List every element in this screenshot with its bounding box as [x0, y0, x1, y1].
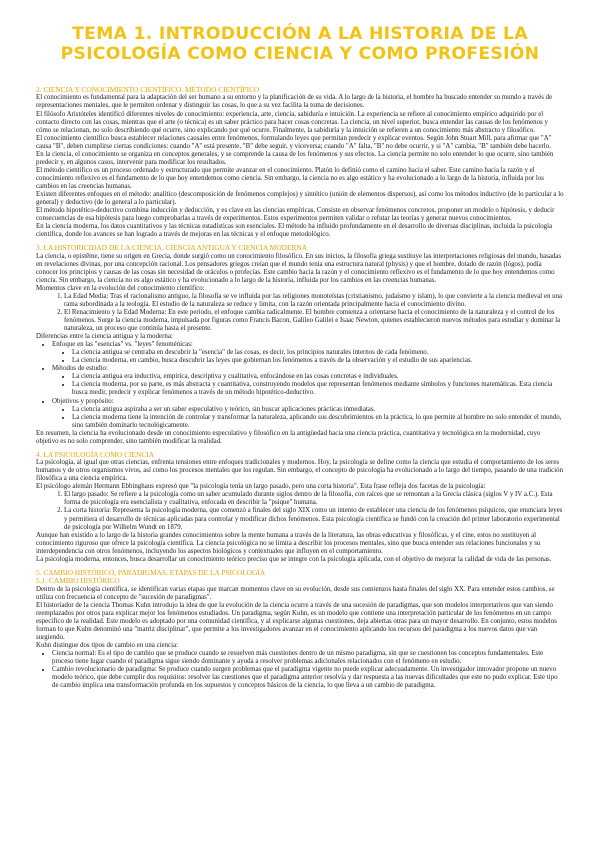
list-item: 1. La Edad Media: Tras el racionalismo antiguo, la filosofía se ve influida por las religiones monoteístas (cristianismo, judaísmo y islam), lo que convierte a la ciencia medieval en una rama subordinada a la teología. El estudio de la naturaleza se reduce y limita, con la razón orientada principalmente hacia el conocimiento divino. — [64, 293, 564, 309]
list-item: • Ciencia normal: Es el tipo de cambio que se produce cuando se resuelven más cuestiones dentro de un mismo paradigma, sin que se cuestionen los conceptos fundamentales. Este proceso tiene lugar cuando el paradigma sigue siendo dominante y ayuda a resolver problemas adicionales relacionados con el fenómeno en estudio. — [52, 650, 564, 666]
paragraph: En la ciencia, el conocimiento se organiza en conceptos generales, y se comprende la causa de los fenómenos y sus efectos. La ciencia permite no solo entender lo que ocurre, sino también predecir y, en algunos casos, intervenir para modificar los resultados. — [36, 150, 554, 166]
paragraph: Aunque han existido a lo largo de la historia grandes conocimientos sobre la mente humana a través de la literatura, las obras educativas y filosóficas, y el cine, estos no sustituyen al conocimiento riguroso que ofrece la psicología científica. La ciencia psicológica no se limita a describir los procesos mentales, sino que busca entender sus relaciones funcionales y su interdependencia con otros fenómenos, incluyendo los aspectos biológicos y contextuales que influyen en el comportamiento. — [36, 531, 541, 555]
paragraph: Diferencias entre la ciencia antigua y la moderna: — [36, 333, 173, 341]
paragraph: Existen diferentes enfoques en el método: analítico (descomposición de fenómenos complejos) y sintético (unión de elementos dispersos), así como los métodos inductivo (de lo particular a lo general) y deductivo (de lo general a lo particular). — [36, 190, 564, 207]
list-item: • La ciencia antigua se centraba en descubrir la "esencia" de las cosas, es decir, los principios naturales internos de cada fenómeno. — [72, 349, 564, 357]
paragraph: Kuhn distingue dos tipos de cambio en una ciencia: — [36, 641, 178, 649]
title-line-1: TEMA 1. INTRODUCCIÓN A LA HISTORIA DE LA — [72, 24, 528, 44]
section-2-heading: 2. CIENCIA Y CONOCIMIENTO CIENTÍFICO. MÉTODO CIENTÍFICO — [36, 85, 260, 94]
paragraph: La psicología, al igual que otras ciencias, enfrenta tensiones entre enfoques tradicionales y modernos. Hoy, la psicología se define como la ciencia que estudia el comportamiento de los seres humanos y de otros organismos vivos, así como los procesos mentales que los regulan. Sin embargo, el concepto de psicología ha evolucionado a lo largo del tiempo, pasando de una tradición filosófica a una ciencia empírica. — [36, 459, 564, 483]
differences-list — [36, 341, 564, 430]
paragraph: El historiador de la ciencia Thomas Kuhn introdujo la idea de que la evolución de la ciencia ocurre a través de una sucesión de paradigmas, que son modelos interpretativos que van siendo reemplazados por otros para explicar mejor los fenómenos estudiados. Un paradigma, según Kuhn, es un modelo que contiene una interpretación particular de los fenómenos en un campo específico de la realidad. Este modelo es adoptado por una comunidad científica, y al explicarse algunas cuestiones, deja abiertas otras para un mayor desarrollo. En conjunto, estos modelos forman lo que Kuhn denominó una "matriz disciplinar", que permite a los investigadores avanzar en el conocimiento aplicando los recursos del paradigma a los nuevos datos que van surgiendo. — [36, 601, 557, 641]
list-item: • La ciencia moderna, por su parte, es más abstracta y cuantitativa, construyendo modelos que representan fenómenos mediante símbolos y funciones matemáticas. Esta ciencia busca medir, predecir y explicar fenómenos a través de un método hipotético-deductivo. — [72, 381, 564, 397]
facets-list — [36, 491, 564, 531]
list-item: 1. El largo pasado: Se refiere a la psicología como un saber acumulado durante siglos dentro de la filosofía, con raíces que se remontan a la Grecia clásica (siglos V y IV a.C.). Esta forma de psicología era esencialista y cualitativa, enfocada en describir la "psique" humana. — [64, 491, 564, 507]
sub-list — [52, 406, 564, 430]
difference-label: Objetivos y propósito: — [52, 397, 114, 405]
list-item: 2. El Renacimiento y la Edad Moderna: En este periodo, el enfoque cambia radicalmente. El hombre comienza a orientarse hacia el conocimiento de la naturaleza y el control de los fenómenos. Surge la ciencia moderna, impulsada por figuras como Francis Bacon, Galileo Galilei e Isaac Newton, quienes establecieron nuevos métodos para estudiar y dominar la naturaleza, un proceso que continúa hasta el presente. — [64, 309, 564, 333]
paragraph: La ciencia, o epistēme, tiene su origen en Grecia, donde surgió como un conocimiento filosófico. En sus inicios, la filosofía griega sustituye las interpretaciones religiosas del mundo, basadas en revelaciones divinas, por una concepción racional. Los pensadores griegos creían que el mundo tenía una estructura natural (physis) y que el hombre, dotado de razón (lógos), podía conocer los principios y causas de las cosas sin necesidad de oráculos o profecías. Este cambio hacia la razón y el conocimiento reflexivo es el fundamento de lo que hoy entendemos como ciencia. Sin embargo, la ciencia no es algo estático y ha evolucionado a lo largo de la historia, influida por los cambios en las creencias humanas. — [36, 252, 562, 284]
paragraph: El método hipotético-deductivo combina inducción y deducción, y es clave en las ciencias empíricas. Consiste en observar fenómenos concretos, proponer un modelo o hipótesis, y deducir consecuencias de esa hipótesis para luego comprobarlas a través de experimentos. Estos experimentos permiten validar o refutar las teorías y generar nuevos conocimientos. — [36, 207, 555, 223]
sub-list — [52, 373, 564, 397]
moments-list — [36, 293, 564, 333]
paragraph: La psicología moderna, entonces, busca desarrollar un conocimiento teórico preciso que se integre con la psicología aplicada, con el objetivo de mejorar la calidad de vida de las personas. — [36, 555, 552, 563]
list-item: • Cambio revolucionario de paradigma: Se produce cuando surgen problemas que el paradigma vigente no puede explicar adecuadamente. Un investigador innovador propone un nuevo modelo teórico, que debe cumplir dos requisitos: resolver las cuestiones que el paradigma anterior resolvía y dar respuesta a las nuevas dificultades que este no pudo explicar. Este tipo de cambio implica una transformación profunda en los supuestos y conceptos básicos de la ciencia, lo que lleva a un cambio de paradigma. — [52, 666, 564, 690]
difference-label: Métodos de estudio: — [52, 365, 108, 373]
list-item — [52, 398, 564, 430]
paragraph: El conocimiento científico busca establecer relaciones causales entre fenómenos, formulando leyes que permitan predecir y explicar eventos. Según John Stuart Mill, para afirmar que "A" causa "B", deben cumplirse ciertas condiciones: cuando "A" está presente, "B" debe seguir, y viceversa; cuando "A" falta, "B" no debe ocurrir, y si "A" cambia, "B" también debe hacerlo. — [36, 134, 552, 150]
section-5-1-heading: 5.1. CAMBIO HISTÓRICO — [36, 576, 120, 586]
title-line-2: PSICOLOGÍA COMO CIENCIA Y COMO PROFESIÓN — [60, 44, 540, 64]
paragraph: El método científico es un proceso ordenado y estructurado que permite avanzar en el conocimiento. Platón lo definió como el camino hacia el saber. Este camino hacia la razón y el conocimiento reflexivo es el fundamento de lo que hoy entendemos como ciencia. Sin embargo, la ciencia no es algo estático y ha evolucionado a lo largo de la historia, influida por los cambios en las creencias humanas. — [36, 166, 544, 190]
section-3-heading: 3. LA HISTORICIDAD DE LA CIENCIA. CIENCIA ANTIGUA Y CIENCIA MODERNA — [36, 243, 308, 253]
paragraph: Dentro de la psicología científica, se identifican varias etapas que marcan momentos clave en su evolución, desde sus comienzos hasta finales del siglo XX. Para entender estos cambios, se utiliza con frecuencia el concepto de "sucesión de paradigmas". — [36, 585, 555, 601]
section-5-heading: 5. CAMBIO HISTÓRICO, PARADIGMAS, ETAPAS DE LA PSICOLOGÍA — [36, 567, 266, 577]
list-item: • La ciencia moderna, en cambio, busca descubrir las leyes que gobiernan los fenómenos a través de la observación y el estudio de sus apariencias. — [72, 357, 564, 365]
section-4-heading: 4. LA PSICOLOGÍA COMO CIENCIA — [36, 449, 155, 459]
list-item: • La ciencia moderna tiene la intención de controlar y transformar la naturaleza, aplicando sus descubrimientos en la práctica, lo que permite al hombre no solo entender el mundo, sino también dominarlo tecnológicamente. — [72, 414, 564, 430]
sub-list — [52, 349, 564, 365]
paragraph: El conocimiento es fundamental para la adaptación del ser humano a su entorno y la planificación de su vida. A lo largo de la historia, el hombre ha buscado entender su mundo a través de representaciones mentales, que le permiten ordenar y distinguir las cosas, lo que a su vez facilita la toma de decisiones. — [36, 94, 553, 110]
paragraph: El psicólogo alemán Hermann Ebbinghaus expresó que "la psicología tenía un largo pasado, pero una corta historia". Esta frase refleja dos facetas de la psicología: — [36, 483, 486, 491]
paragraph: En la ciencia moderna, los datos cuantitativos y las técnicas estadísticas son esenciales. El método ha influido profundamente en el desarrollo de diversas disciplinas, incluida la psicología científica, donde los avances se han logrado a través de mejoras en las técnicas y el enfoque metodológico. — [36, 223, 553, 239]
paragraph: En resumen, la ciencia ha evolucionado desde un conocimiento especulativo y filosófico en la antigüedad hacia una ciencia práctica, cuantitativa y tecnológica en la modernidad, cuyo objetivo es no solo comprender, sino también modificar la realidad. — [36, 429, 541, 445]
list-item: 2. La corta historia: Representa la psicología moderna, que comenzó a finales del siglo XIX como un intento de establecer una ciencia de los fenómenos psíquicos, que enunciara leyes y permitiera el desarrollo de técnicas aplicadas para controlar y modificar dichos fenómenos. Esta psicología científica se fundó con la creación del primer laboratorio experimental de psicología por Wilhelm Wundt en 1879. — [64, 507, 564, 531]
document-title — [40, 24, 560, 64]
paragraph: Momentos clave en la evolución del conocimiento científico: — [36, 284, 205, 292]
change-types-list — [36, 650, 564, 690]
document-body — [36, 86, 564, 690]
list-item — [52, 341, 564, 365]
list-item — [52, 365, 564, 397]
list-item: • La ciencia antigua aspiraba a ser un saber especulativo y teórico, sin buscar aplicaciones prácticas inmediatas. — [72, 406, 564, 414]
difference-label: Enfoque en las "esencias" vs. "leyes" fenoménicas: — [52, 341, 193, 349]
paragraph: El filósofo Aristóteles identificó diferentes niveles de conocimiento: experiencia, arte, ciencia, sabiduría e intuición. La experiencia se refiere al conocimiento empírico adquirido por el contacto directo con las cosas, mientras que el arte (o técnica) es un saber práctico para hacer cosas concretas. La ciencia, un nivel superior, busca entender las causas de los fenómenos y cómo se relacionan, no solo describiendo qué ocurre, sino explicando por qué ocurre. Finalmente, la sabiduría y la intuición se refieren a un conocimiento más abstracto y filosófico. — [36, 110, 548, 134]
list-item: • La ciencia antigua era inductiva, empírica, descriptiva y cualitativa, enfocándose en las cosas concretas e individuales. — [72, 373, 564, 381]
